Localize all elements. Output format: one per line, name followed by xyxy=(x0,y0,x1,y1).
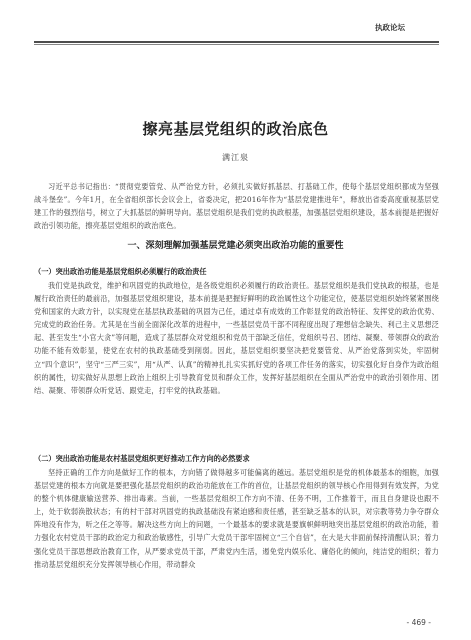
intro-paragraph: 习近平总书记指出：“贯彻党要管党、从严治党方针，必须扎实做好抓基层、打基础工作，使每个基层党组织都成为坚强战斗堡垒”。今年1月，在全省组织部长会议会上，省委决定，把2016年作为“基层党建推进年”，释放出省委高度重视基层党建工作的强烈信号，树立了大抓基层的鲜明导向。基层党组织是我们党的执政根基，加强基层党组织建设，基本前提是把握好政治引领功能，擦亮基层党组织的政治底色。 xyxy=(34,182,439,231)
header-section-label: 执政论坛 xyxy=(375,23,405,32)
header-rule xyxy=(34,41,439,43)
section1-heading: 一、深刻理解加强基层党建必须突出政治功能的重要性 xyxy=(127,241,344,251)
sub1-heading: （一）突出政治功能是基层党组织必须履行的政治责任 xyxy=(34,267,207,276)
sub1-body: 我们党是执政党，维护和巩固党的执政地位，是各级党组织必须履行的政治责任。基层党组织是我们党执政的根基，也是履行政治责任的最前沿，加强基层党组织建设，基本前提是把握好鲜明的政治属性这个功能定位，使基层党组织始终紧紧围绕党和国家的大政方针，以实现党在基层执政基础的巩固为己任，通过卓有成效的工作彰显党的政治特征、发挥党的政治优势、完成党的政治任务。尤其是在当前全面深化改革的进程中，一些基层党员干部不同程度出现了理想信念缺失、利己主义思想泛起、甚至发生“小官大贪”等问题，造成了基层群众对党组织和党员干部缺乏信任，党组织号召、团结、凝聚、带领群众的政治功能不能有效彰显，使党在农村的执政基础受到削弱。因此，基层党组织要坚决把党要管党、从严治党落到实处，牢固树立“四个意识”，坚守“三严三实”，用“从严、认真”的精神扎扎实实抓好党的各项工作任务的落实，切实强化好自身作为政治组织的属性，切实做好从思想上政治上组织上引导教育党员和群众工作，发挥好基层组织在全面从严治党中的政治引领作用、团结、凝聚、带领群众听党话、跟党走，打牢党的执政基础。 xyxy=(34,281,439,395)
article-author: 满江泉 xyxy=(222,153,249,162)
article-title: 擦亮基层党组织的政治底色 xyxy=(142,120,329,138)
sub2-heading: （二）突出政治功能是农村基层党组织更好推动工作方向的必然要求 xyxy=(34,454,250,463)
page-number: - 469 - xyxy=(406,618,431,627)
sub2-body: 坚持正确的工作方向是做好工作的根本，方向错了做得越多可能偏离的越远。基层党组织是党的机体最基本的细胞，加强基层党建的根本方向就是要把强化基层党组织的政治功能放在工作的首位，让基层党组织的领导核心作用得到有效发挥，为党的整个机体健康输送营养、排出毒素。当前，一些基层党组织工作方向不清、任务不明，工作推着干，而且自身建设也跟不上，处于软弱涣散状态；有的村干部对巩固党的执政基础没有紧迫感和责任感，甚至缺乏基本的认识，对宗教等势力争夺群众阵地没有作为，听之任之等等。解决这些方向上的问题，一个最基本的要求就是要旗帜鲜明地突出基层党组织的政治功能，着力强化农村党员干部的政治定力和政治敏感性，引导广大党员干部牢固树立“三个自信”，在大是大非面前保持清醒认识；着力强化党员干部思想政治教育工作，从严要求党员干部，严肃党内生活，遏免党内娱乐化、庸俗化的倾向，纯洁党的组织；着力推动基层党组织充分发挥领导核心作用，带动群众 xyxy=(34,468,439,569)
header-rule-thin xyxy=(34,44,439,45)
